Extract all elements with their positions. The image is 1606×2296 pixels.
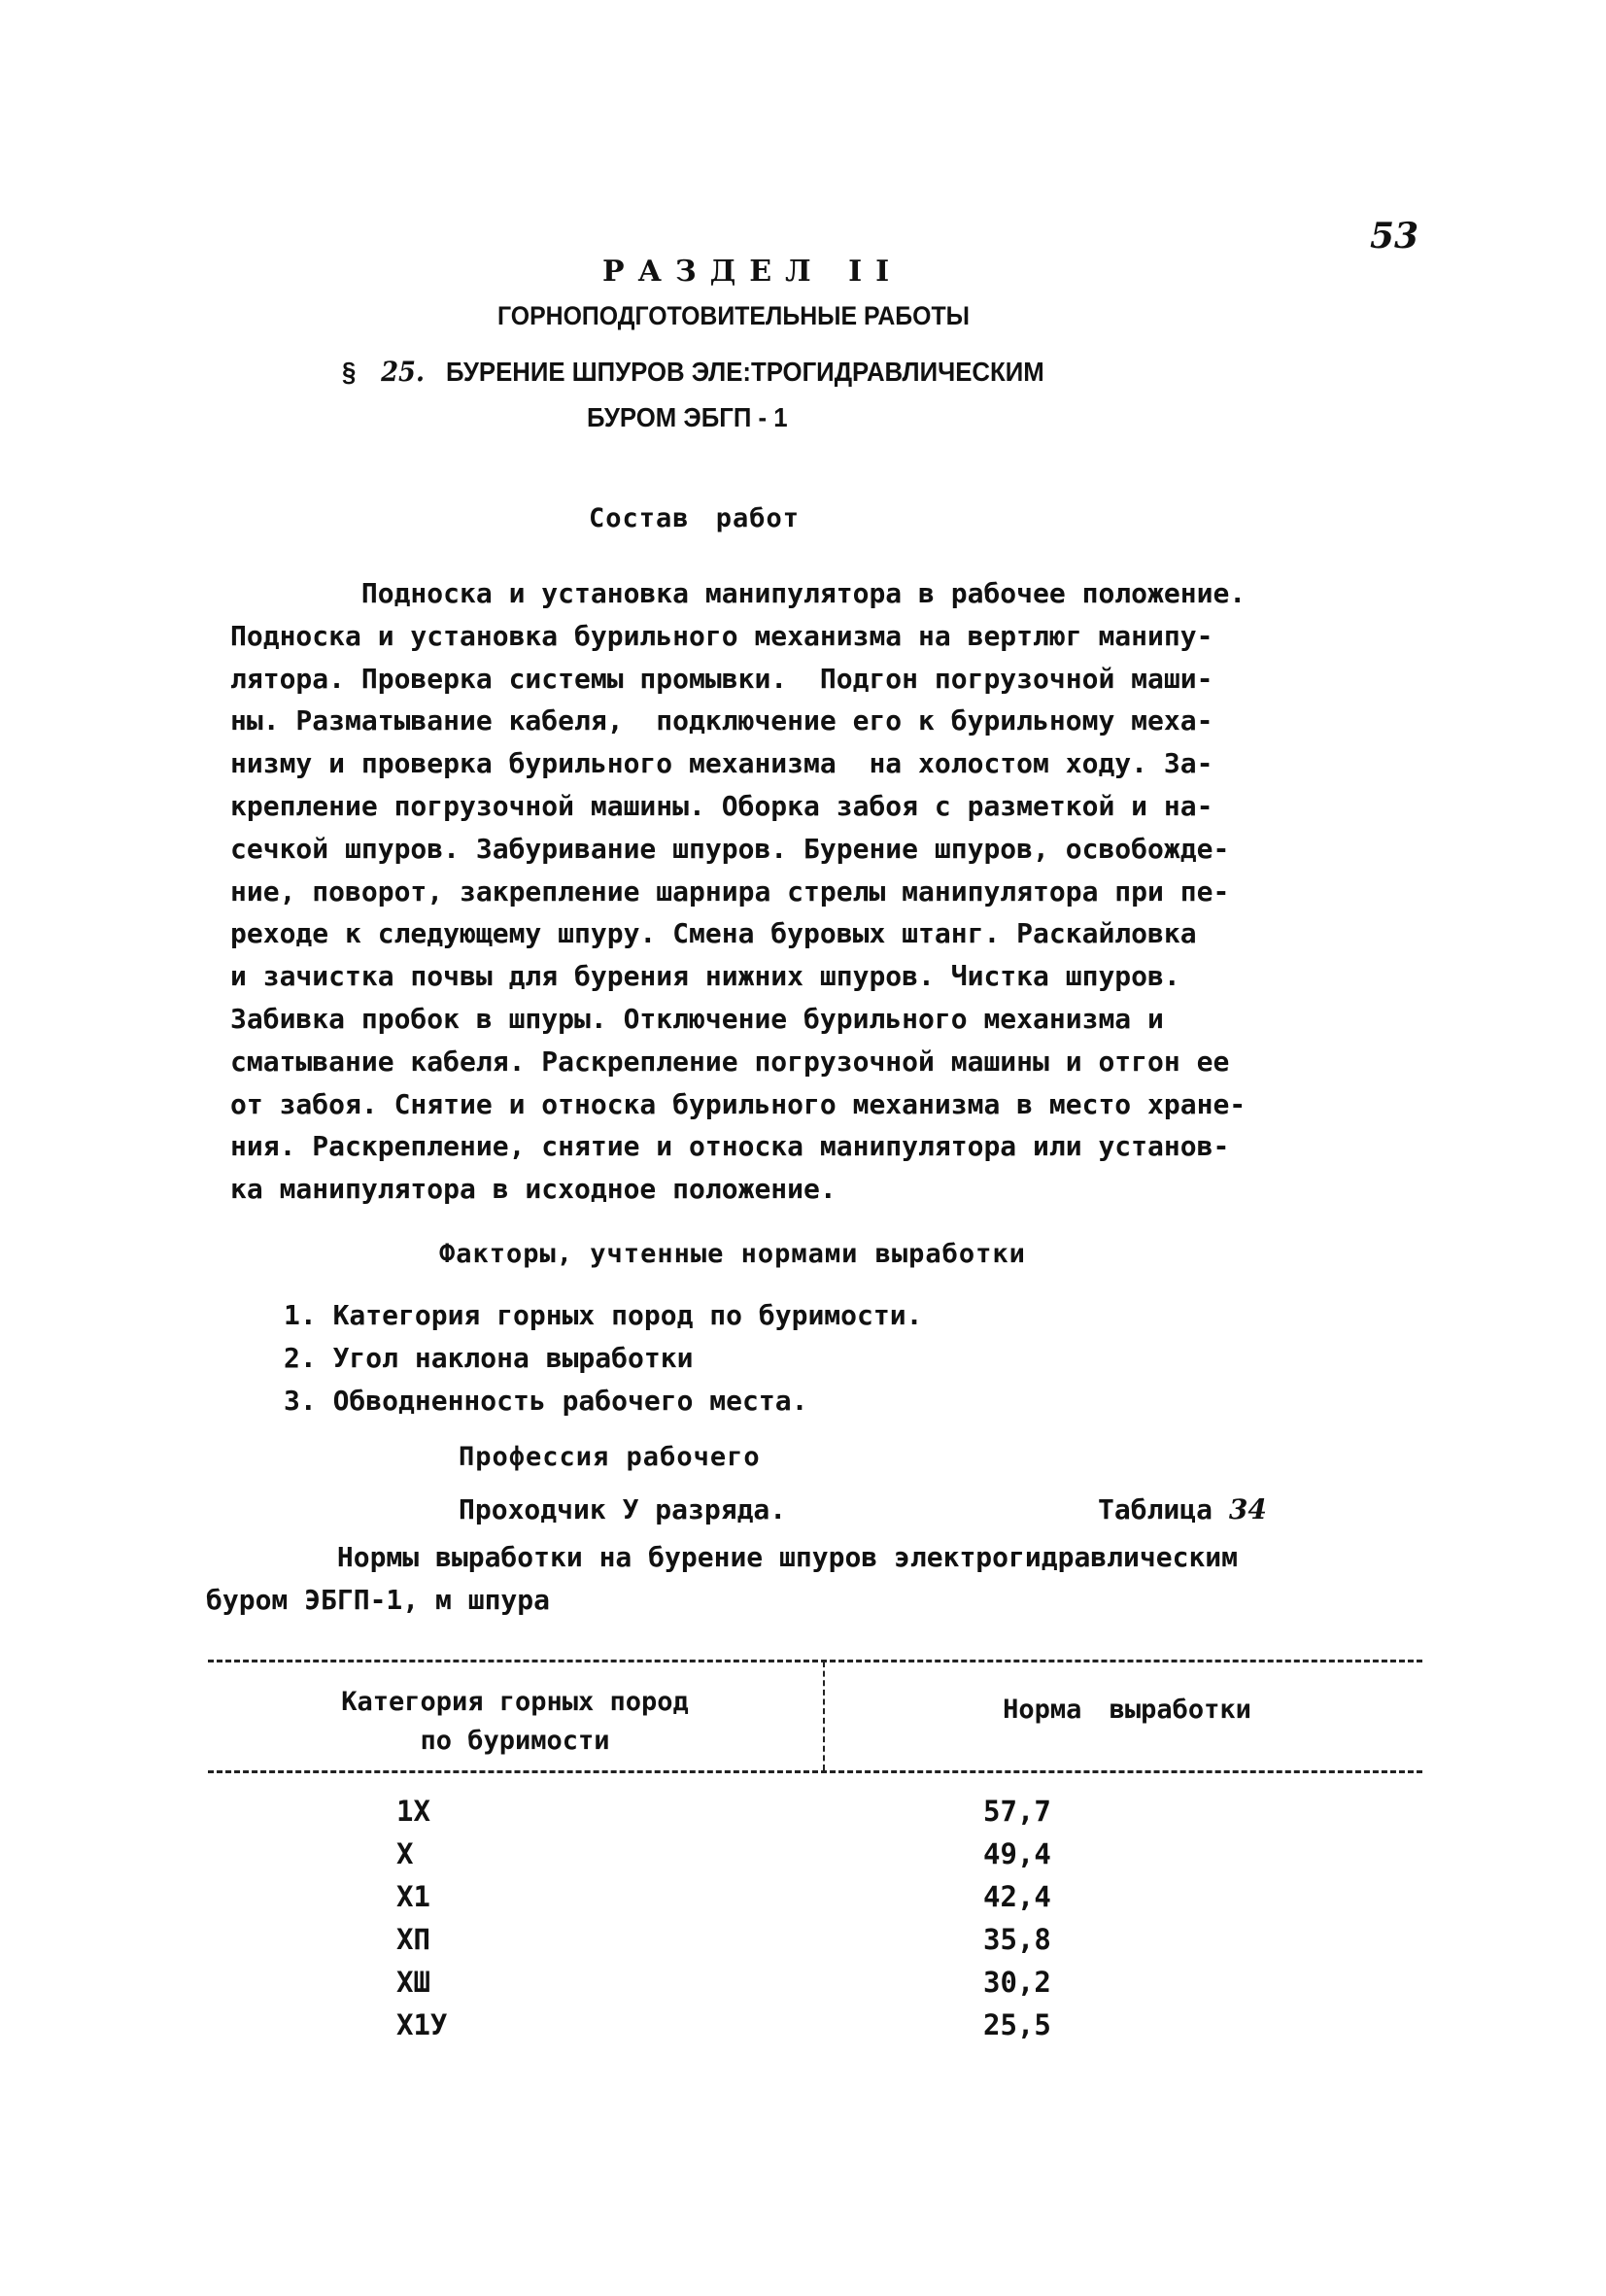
table-cell-value: 57,7 [983,1795,1051,1828]
table-row [0,1795,1606,1837]
table-row [0,1837,1606,1880]
text-line: реходе к следующему шпуру. Смена буровых штанг. Раскайловка [230,917,1197,950]
table-header-rule [208,1770,1422,1773]
page-number: 53 [1370,216,1419,257]
table-caption-line1: Нормы выработки на бурение шпуров электрогидравлическим [206,1541,1239,1573]
table-cell-category: XШ [396,1966,430,1999]
table-label-word: Таблица [1098,1493,1213,1525]
profession-text: Проходчик У разряда. [459,1493,787,1525]
table-header-category-line1: Категория горных пород [341,1687,689,1717]
work-composition-text [230,572,1425,1211]
paragraph-title-line2: БУРОМ ЭБГП - 1 [587,402,788,432]
table-header-category [223,1683,806,1761]
work-composition-heading: Состав работ [589,503,801,533]
text-line: низму и проверка бурильного механизма на холостом ходу. За- [230,747,1213,780]
paragraph-heading [342,356,1044,388]
paragraph-number: 25. [381,356,425,388]
table-body [0,1795,1606,2051]
text-line: ны. Разматывание кабеля, подключение его к бурильному меха- [230,704,1213,737]
table-label-number: 34 [1228,1493,1267,1525]
table-row [0,1966,1606,2008]
table-caption-line2: буром ЭБГП-1, м шпура [206,1584,551,1616]
table-row [0,2008,1606,2051]
section-label: РАЗДЕЛ II [602,255,904,289]
text-line: от забоя. Снятие и относка бурильного механизма в место хране- [230,1087,1247,1120]
text-line: ния. Раскрепление, снятие и относка манипулятора или установ- [230,1130,1230,1163]
table-header-norm: Норма выработки [1003,1695,1251,1725]
table-caption [206,1536,1238,1622]
text-line: и зачистка почвы для бурения нижних шпуров. Чистка шпуров. [230,960,1180,993]
text-line: сматывание кабеля. Раскрепление погрузочной машины и отгон ее [230,1045,1230,1078]
list-item: 1. Категория горных пород по буримости. [284,1299,923,1331]
text-line: сечкой шпуров. Забуривание шпуров. Бурение шпуров, освобожде- [230,832,1230,865]
text-line: ка манипулятора в исходное положение. [230,1173,837,1206]
table-cell-category: X [396,1837,414,1870]
table-cell-category: X1У [396,2008,448,2041]
paragraph-title-line1: БУРЕНИЕ ШПУРОВ ЭЛЕ:ТРОГИДРАВЛИЧЕСКИМ [445,357,1044,387]
factors-list [284,1294,922,1422]
table-label [1098,1493,1267,1525]
section-title: ГОРНОПОДГОТОВИТЕЛЬНЫЕ РАБОТЫ [497,301,970,330]
table-top-rule [208,1660,1422,1662]
factors-heading: Факторы, учтенные нормами выработки [439,1239,1026,1269]
table-cell-value: 25,5 [983,2008,1051,2041]
text-line: Подноска и установка бурильного механизма на вертлюг манипу- [230,619,1213,652]
table-cell-value: 49,4 [983,1837,1051,1870]
table-cell-value: 35,8 [983,1923,1051,1956]
table-cell-value: 42,4 [983,1880,1051,1913]
table-header-divider [823,1662,825,1770]
text-line: крепление погрузочной машины. Оборка забоя с разметкой и на- [230,789,1213,822]
text-line: лятора. Проверка системы промывки. Подгон погрузочной маши- [230,662,1213,695]
text-line: ние, поворот, закрепление шарнира стрелы манипулятора при пе- [230,874,1230,908]
text-line: Подноска и установка манипулятора в рабочее положение. [230,577,1247,609]
list-item: 2. Угол наклона выработки [284,1342,694,1374]
table-row [0,1923,1606,1966]
table-row [0,1880,1606,1923]
paragraph-sign: § [342,357,357,387]
table-cell-category: X1 [396,1880,430,1913]
table-cell-value: 30,2 [983,1966,1051,1999]
table-cell-category: 1X [396,1795,430,1828]
table-header-category-line2: по буримости [420,1726,610,1756]
table-cell-category: XП [396,1923,430,1956]
text-line: Забивка пробок в шпуры. Отключение бурильного механизма и [230,1002,1164,1035]
profession-heading: Профессия рабочего [459,1442,761,1472]
list-item: 3. Обводненность рабочего места. [284,1385,808,1417]
